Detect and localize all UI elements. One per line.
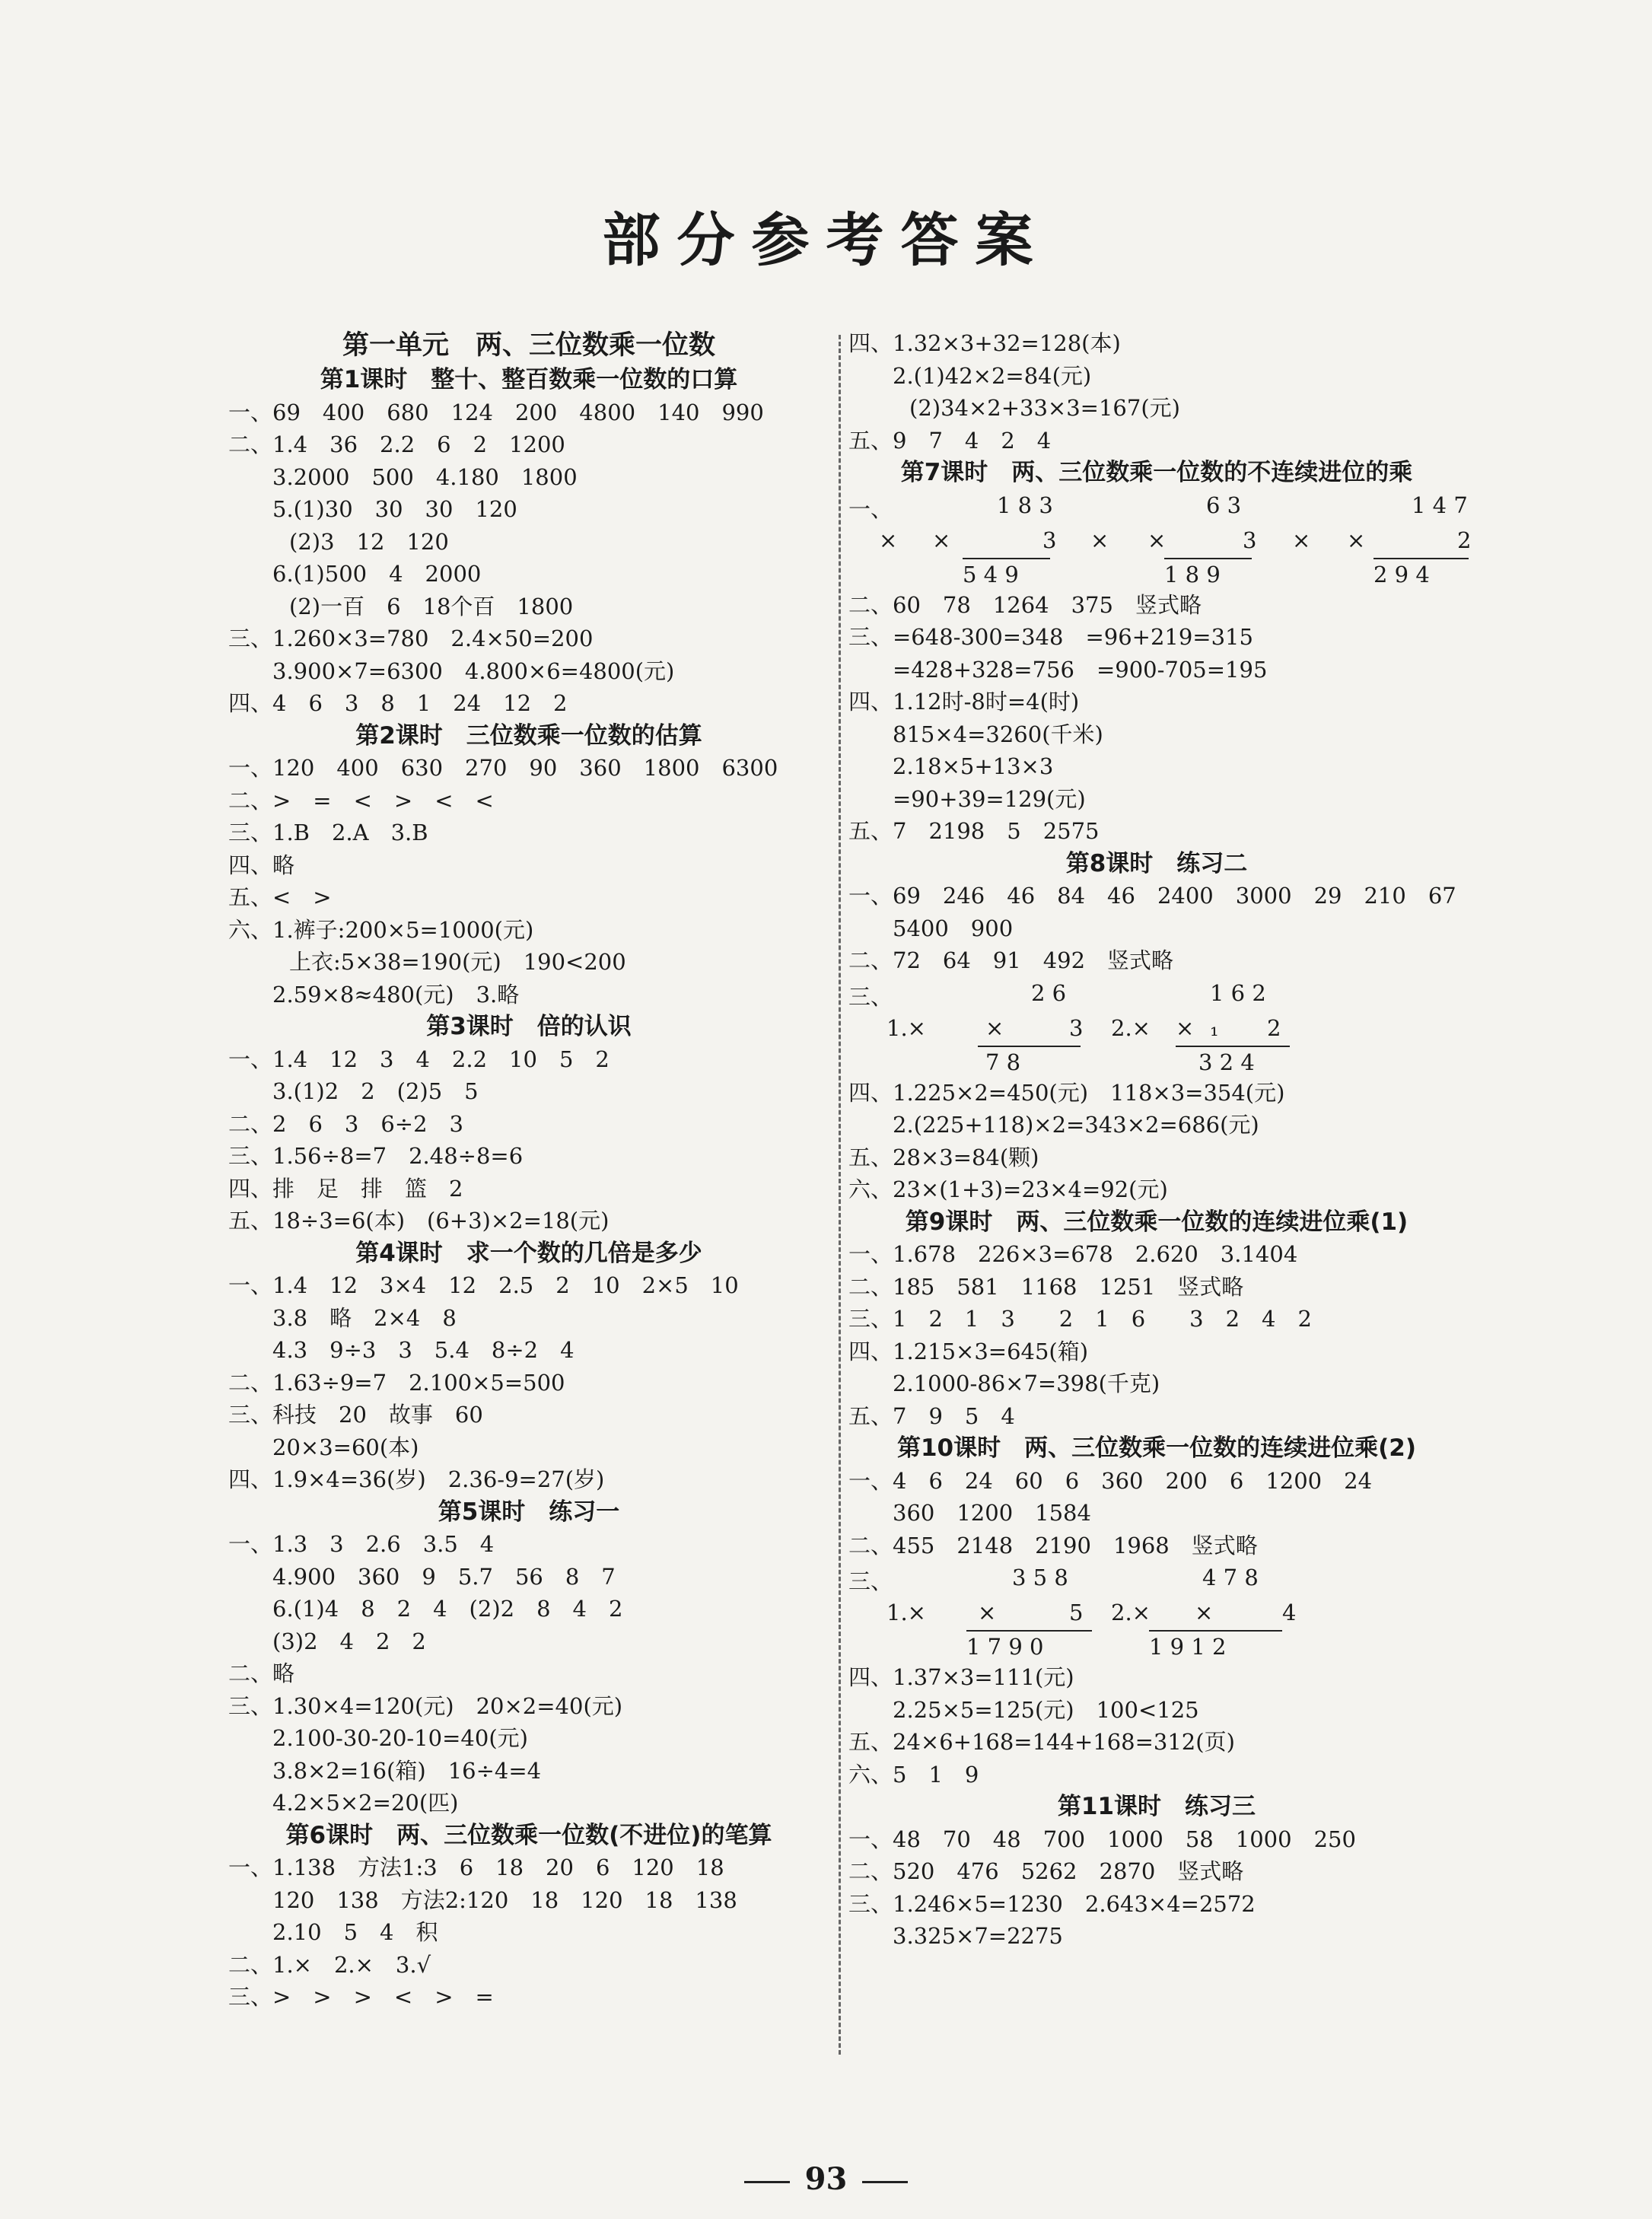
product-line — [978, 1046, 1081, 1047]
answer-line: 3.2000 500 4.180 1800 — [272, 463, 578, 490]
lesson-heading: 第2课时 三位数乘一位数的估算 — [355, 721, 702, 750]
answer-line: 3.8 略 2×4 8 — [272, 1304, 457, 1331]
answer-line: 5.(1)30 30 30 120 — [272, 496, 517, 522]
answer-line: 3.(1)2 2 (2)5 5 — [272, 1078, 479, 1104]
answer-line: =428+328=756 =900-705=195 — [893, 656, 1268, 683]
product-line — [1373, 558, 1469, 559]
lesson-heading: 第5课时 练习一 — [438, 1498, 620, 1526]
answer-line: 6.(1)500 4 2000 — [272, 561, 482, 587]
left-column — [228, 327, 829, 2014]
answer-line: 3.325×7=2275 — [893, 1923, 1063, 1949]
answer-line: 6.(1)4 8 2 4 (2)2 8 4 2 — [272, 1596, 623, 1622]
answer-line: 五、7 9 5 4 — [848, 1402, 1015, 1429]
calc-digit: 2 6 — [1031, 979, 1067, 1006]
answer-line: 五、9 7 4 2 4 — [848, 427, 1052, 454]
column-divider — [839, 335, 841, 2055]
calc-digit: 1.× — [886, 1600, 926, 1625]
product-line — [1149, 1630, 1282, 1632]
calc-digit: 3 — [1069, 1014, 1084, 1041]
answer-line: 五、18÷3=6(本) (6+3)×2=18(元) — [228, 1208, 610, 1234]
answer-line: 二、72 64 91 492 竖式略 — [848, 947, 1174, 973]
answer-line: 四、排 足 排 篮 2 — [228, 1175, 463, 1202]
answer-line: 4.3 9÷3 3 5.4 8÷2 4 — [272, 1337, 575, 1363]
answer-line: 四、1.37×3=111(元) — [848, 1664, 1074, 1690]
section-label: 一、 — [848, 495, 893, 522]
calc-digit: 4 — [1282, 1600, 1297, 1625]
calc-digit: × — [1292, 527, 1311, 553]
answer-line: 四、4 6 3 8 1 24 12 2 — [228, 690, 568, 716]
dash-left — [744, 2181, 790, 2183]
answer-line: 2.100-30-20-10=40(元) — [272, 1725, 528, 1751]
page-number-text: 93 — [804, 2161, 848, 2197]
dash-right — [862, 2181, 908, 2183]
answer-line: 一、120 400 630 270 90 360 1800 6300 — [228, 755, 778, 781]
calc-digit: 5 4 9 — [963, 561, 1019, 587]
answer-line: 四、略 — [228, 852, 295, 878]
answer-line: 5400 900 — [893, 915, 1014, 941]
lesson-heading: 第6课时 两、三位数乘一位数(不进位)的笔算 — [285, 1821, 772, 1849]
calc-digit: 1 7 9 0 — [966, 1634, 1044, 1660]
calc-digit: 6 3 — [1206, 492, 1242, 518]
answer-line: 五、24×6+168=144+168=312(页) — [848, 1729, 1235, 1755]
lesson-heading: 第4课时 求一个数的几倍是多少 — [355, 1239, 702, 1267]
calc-digit: 1 6 2 — [1210, 979, 1266, 1006]
answer-line: 2.25×5=125(元) 100<125 — [893, 1696, 1199, 1723]
answer-line: 五、7 2198 5 2575 — [848, 818, 1100, 844]
calc-digit: 2 9 4 — [1373, 561, 1430, 587]
answer-line: 三、> > > < > = — [228, 1984, 494, 2010]
lesson-heading: 第10课时 两、三位数乘一位数的连续进位乘(2) — [896, 1434, 1417, 1462]
answer-line: 三、科技 20 故事 60 — [228, 1402, 483, 1428]
answer-line: 二、185 581 1168 1251 竖式略 — [848, 1273, 1244, 1300]
answer-line: (2)一百 6 18个百 1800 — [289, 593, 574, 619]
answer-line: 二、60 78 1264 375 竖式略 — [848, 591, 1202, 618]
section-label: 三、 — [848, 983, 893, 1010]
answer-line: 一、1.4 12 3 4 2.2 10 5 2 — [228, 1046, 610, 1072]
answer-line: 一、1.678 226×3=678 2.620 3.1404 — [848, 1241, 1298, 1267]
answer-line: 三、=648-300=348 =96+219=315 — [848, 624, 1253, 650]
calc-digit: 1 9 1 2 — [1149, 1634, 1227, 1660]
calc-digit: × — [1176, 1014, 1195, 1041]
calc-digit: 1 8 9 — [1164, 561, 1221, 587]
answer-line: 四、1.225×2=450(元) 118×3=354(元) — [848, 1079, 1285, 1106]
calc-digit: ₁ — [1210, 1014, 1219, 1041]
answer-line: 815×4=3260(千米) — [893, 721, 1103, 747]
answer-line: 三、1.260×3=780 2.4×50=200 — [228, 626, 594, 651]
calc-digit: 3 — [1243, 527, 1257, 553]
page-title: 部分参考答案 — [602, 206, 1050, 274]
vertical-multiplication — [848, 977, 1465, 1077]
calc-digit: 2 — [1457, 527, 1472, 553]
answer-line: 2.(225+118)×2=343×2=686(元) — [893, 1112, 1259, 1138]
lesson-heading: 第7课时 两、三位数乘一位数的不连续进位的乘 — [900, 459, 1413, 486]
answer-line: 二、> = < > < < — [228, 787, 494, 813]
lesson-heading: 第1课时 整十、整百数乘一位数的口算 — [320, 366, 738, 393]
answer-line: 六、1.裤子:200×5=1000(元) — [228, 916, 534, 943]
product-line — [963, 558, 1050, 559]
answer-line: 三、1.56÷8=7 2.48÷8=6 — [228, 1143, 524, 1169]
section-label: 三、 — [848, 1568, 893, 1594]
product-line — [1176, 1046, 1290, 1047]
calc-digit: × — [978, 1600, 997, 1625]
answer-line: 上衣:5×38=190(元) 190<200 — [289, 949, 626, 975]
answer-line: 五、< > — [228, 884, 332, 910]
calc-digit: × — [932, 527, 951, 553]
lesson-heading: 第11课时 练习三 — [1057, 1793, 1256, 1820]
calc-digit: 1 8 3 — [997, 492, 1053, 518]
calc-digit: 2.× — [1111, 1014, 1151, 1041]
page-number — [0, 2161, 1652, 2197]
vertical-multiplication — [848, 489, 1472, 589]
answer-line: 三、1.246×5=1230 2.643×4=2572 — [848, 1890, 1256, 1917]
answer-line: 一、48 70 48 700 1000 58 1000 250 — [848, 1826, 1356, 1852]
calc-digit: × — [985, 1014, 1004, 1041]
answer-line: 二、455 2148 2190 1968 竖式略 — [848, 1532, 1258, 1558]
answer-line: 六、5 1 9 — [848, 1761, 979, 1788]
answer-line: 四、1.9×4=36(岁) 2.36-9=27(岁) — [228, 1466, 605, 1492]
product-line — [1164, 558, 1252, 559]
answer-line: 四、1.215×3=645(箱) — [848, 1338, 1089, 1364]
answer-line: 二、1.× 2.× 3.√ — [228, 1951, 431, 1978]
answer-line: 360 1200 1584 — [893, 1500, 1091, 1526]
answer-line: 3.900×7=6300 4.800×6=4800(元) — [272, 657, 675, 684]
answer-line: (2)34×2+33×3=167(元) — [909, 395, 1180, 421]
calc-digit: 3 — [1042, 527, 1057, 553]
answer-line: 二、2 6 3 6÷2 3 — [228, 1110, 464, 1137]
calc-digit: 4 7 8 — [1202, 1565, 1259, 1590]
calc-digit: × — [1195, 1600, 1214, 1625]
calc-digit: × — [1347, 527, 1366, 553]
answer-line: 三、1.30×4=120(元) 20×2=40(元) — [228, 1692, 623, 1719]
answer-line: 二、1.63÷9=7 2.100×5=500 — [228, 1369, 565, 1396]
calc-digit: 5 — [1069, 1600, 1084, 1625]
answer-line: 2.10 5 4 积 — [272, 1919, 438, 1945]
answer-line: 二、520 476 5262 2870 竖式略 — [848, 1858, 1244, 1884]
answer-line: 四、1.32×3+32=128(本) — [848, 330, 1121, 356]
answer-line: 2.59×8≈480(元) 3.略 — [272, 981, 520, 1008]
answer-line: 一、69 400 680 124 200 4800 140 990 — [228, 399, 764, 425]
lesson-heading: 第8课时 练习二 — [1065, 849, 1248, 877]
unit-heading: 第一单元 两、三位数乘一位数 — [342, 330, 715, 361]
answer-line: 二、略 — [228, 1660, 295, 1686]
answer-line: 一、69 246 46 84 46 2400 3000 29 210 67 — [848, 883, 1456, 909]
answer-line: 三、1 2 1 3 2 1 6 3 2 4 2 — [848, 1306, 1312, 1332]
calc-digit: 1.× — [886, 1014, 926, 1041]
answer-line: 一、1.4 12 3×4 12 2.5 2 10 2×5 10 — [228, 1272, 739, 1298]
answer-line: 2.(1)42×2=84(元) — [893, 362, 1092, 389]
answer-line: (2)3 12 120 — [289, 528, 449, 555]
lesson-heading: 第9课时 两、三位数乘一位数的连续进位乘(1) — [905, 1208, 1408, 1236]
answer-line: 二、1.4 36 2.2 6 2 1200 — [228, 431, 565, 457]
product-line — [966, 1630, 1092, 1632]
calc-digit: × — [1090, 527, 1109, 553]
vertical-multiplication — [848, 1562, 1465, 1661]
right-column — [848, 327, 1472, 1953]
answer-line: 4.900 360 9 5.7 56 8 7 — [272, 1563, 616, 1590]
calc-digit: 7 8 — [985, 1049, 1021, 1075]
calc-digit: 1 4 7 — [1412, 492, 1468, 518]
calc-digit: 3 2 4 — [1198, 1049, 1255, 1075]
answer-line: 三、1.B 2.A 3.B — [228, 820, 428, 845]
answer-line: 六、23×(1+3)=23×4=92(元) — [848, 1176, 1168, 1202]
calc-digit: × — [879, 527, 898, 553]
lesson-heading: 第3课时 倍的认识 — [426, 1013, 632, 1040]
answer-line: 五、28×3=84(颗) — [848, 1144, 1039, 1170]
calc-digit: 2.× — [1111, 1600, 1151, 1625]
answer-line: =90+39=129(元) — [893, 785, 1086, 812]
answer-line: 120 138 方法2:120 18 120 18 138 — [272, 1886, 737, 1913]
calc-digit: 3 5 8 — [1012, 1565, 1068, 1590]
calc-digit: × — [1147, 527, 1167, 553]
answer-line: 四、1.12时-8时=4(时) — [848, 689, 1080, 715]
answer-line: 3.8×2=16(箱) 16÷4=4 — [272, 1757, 542, 1784]
answer-line: 20×3=60(本) — [272, 1434, 419, 1460]
answer-line: (3)2 4 2 2 — [272, 1628, 426, 1654]
answer-line: 2.18×5+13×3 — [893, 753, 1054, 779]
answer-line: 一、1.3 3 2.6 3.5 4 — [228, 1531, 495, 1557]
calc-digit: 2 — [1267, 1014, 1281, 1041]
answer-line: 一、4 6 24 60 6 360 200 6 1200 24 — [848, 1467, 1373, 1494]
answer-line: 4.2×5×2=20(匹) — [272, 1790, 459, 1816]
answer-line: 一、1.138 方法1:3 6 18 20 6 120 18 — [228, 1854, 724, 1880]
answer-line: 2.1000-86×7=398(千克) — [893, 1371, 1160, 1396]
